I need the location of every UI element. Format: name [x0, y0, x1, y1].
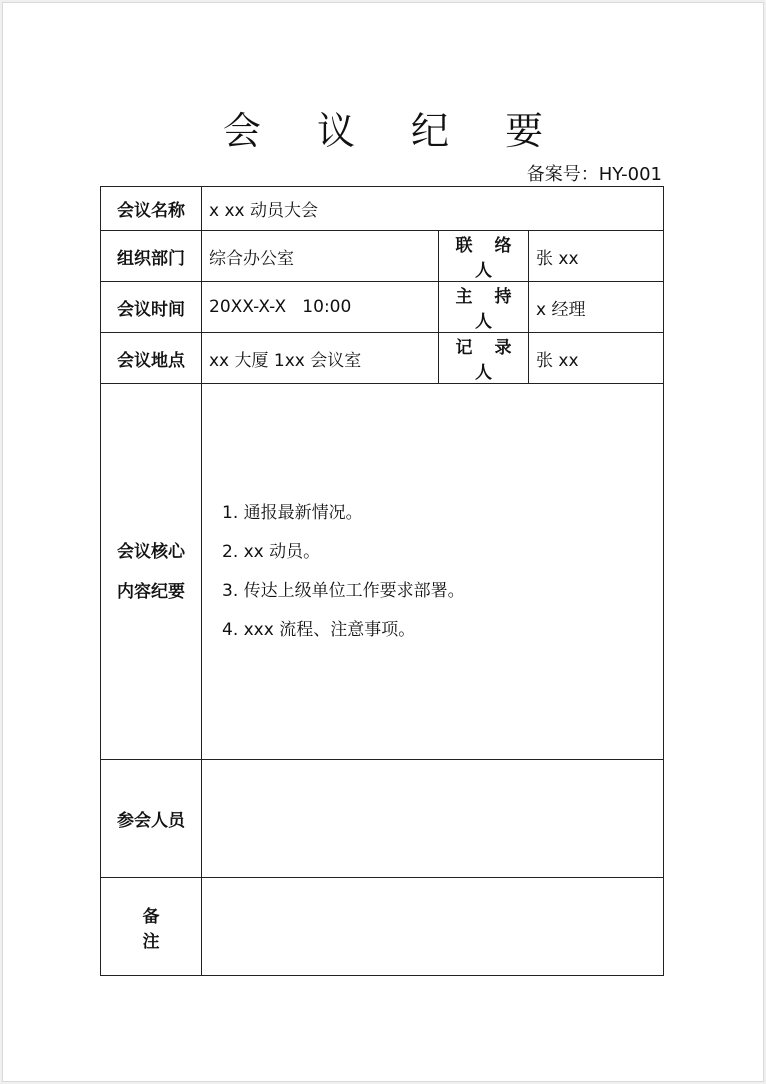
- value-organizer-dept[interactable]: 综合办公室: [202, 231, 439, 282]
- content-list: [202, 494, 663, 650]
- label-contact: 联 络 人: [439, 231, 529, 282]
- label-attendees: 参会人员: [101, 760, 202, 878]
- value-core-content[interactable]: [202, 384, 664, 760]
- value-meeting-place[interactable]: xx 大厦 1xx 会议室: [202, 333, 439, 384]
- row-organizer: [101, 231, 664, 282]
- row-time: [101, 282, 664, 333]
- label-meeting-time: 会议时间: [101, 282, 202, 333]
- label-core-content-line2: 内容纪要: [117, 581, 185, 602]
- value-host[interactable]: x 经理: [529, 282, 664, 333]
- label-meeting-place: 会议地点: [101, 333, 202, 384]
- row-core-content: [101, 384, 664, 760]
- value-recorder[interactable]: 张 xx: [529, 333, 664, 384]
- list-item: 2. xx 动员。: [222, 541, 321, 562]
- row-place: [101, 333, 664, 384]
- value-contact[interactable]: 张 xx: [529, 231, 664, 282]
- label-meeting-name: 会议名称: [101, 187, 202, 231]
- label-core-content: [101, 384, 202, 760]
- file-number: 备案号：HY-001: [526, 164, 662, 185]
- row-remarks: [101, 878, 664, 976]
- label-remarks: 备 注: [101, 878, 202, 976]
- row-attendees: [101, 760, 664, 878]
- row-meeting-name: [101, 187, 664, 231]
- value-remarks[interactable]: [202, 878, 664, 976]
- label-recorder: 记 录 人: [439, 333, 529, 384]
- list-item: 3. 传达上级单位工作要求部署。: [222, 580, 465, 601]
- meeting-minutes-form: [100, 186, 664, 976]
- label-organizer-dept: 组织部门: [101, 231, 202, 282]
- list-item: 1. 通报最新情况。: [222, 502, 363, 523]
- label-host: 主 持 人: [439, 282, 529, 333]
- list-item: 4. xxx 流程、注意事项。: [222, 619, 416, 640]
- value-meeting-time[interactable]: 20XX-X-X 10:00: [202, 282, 439, 333]
- label-core-content-line1: 会议核心: [117, 541, 185, 562]
- value-attendees[interactable]: [202, 760, 664, 878]
- value-meeting-name[interactable]: x xx 动员大会: [202, 187, 664, 231]
- document-title: 会 议 纪 要: [222, 109, 566, 153]
